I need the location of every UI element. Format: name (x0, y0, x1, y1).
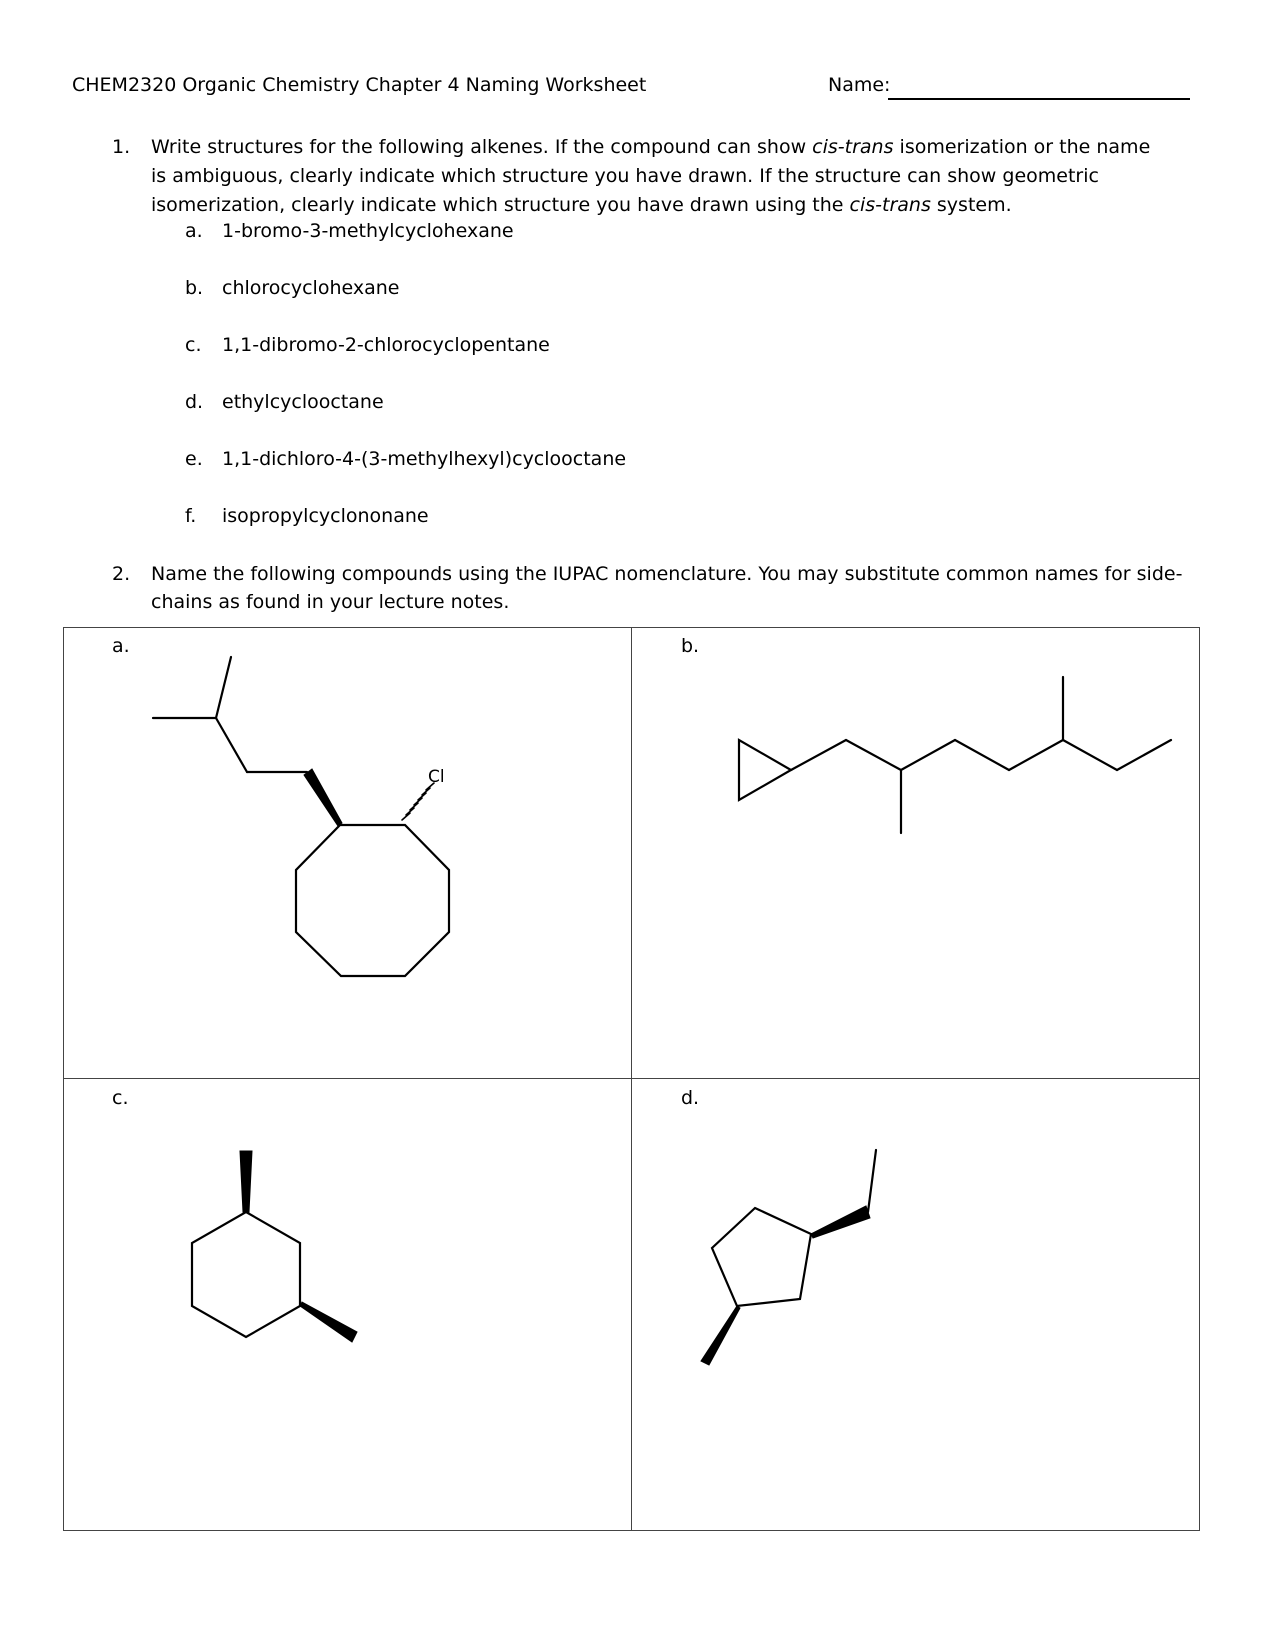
molecule-b (739, 677, 1171, 833)
item-letter: f. (185, 505, 197, 527)
item-letter: c. (185, 334, 202, 356)
item-text: 1-bromo-3-methylcyclohexane (222, 220, 514, 242)
item-letter: d. (185, 391, 204, 413)
name-label: Name: (828, 74, 891, 96)
cell-label-b: b. (681, 635, 700, 657)
item-text: isopropylcyclononane (222, 505, 429, 527)
molecule-a (153, 657, 449, 976)
question-1-number: 1. (112, 136, 131, 158)
molecule-d (701, 1150, 876, 1365)
cell-label-d: d. (681, 1087, 700, 1109)
cell-label-a: a. (112, 635, 130, 657)
q1-line-1: Write structures for the following alkenes. If the compound can show cis-trans isomerization or the name (151, 136, 1151, 158)
chlorine-atom-label: Cl (428, 767, 445, 787)
item-letter: b. (185, 277, 204, 299)
item-text: 1,1-dichloro-4-(3-methylhexyl)cyclooctane (222, 448, 627, 470)
question-2-line-1: Name the following compounds using the IUPAC nomenclature. You may substitute common names for side- (151, 563, 1183, 585)
cell-label-c: c. (112, 1087, 129, 1109)
item-text: chlorocyclohexane (222, 277, 400, 299)
question-2-number: 2. (112, 563, 131, 585)
item-text: ethylcyclooctane (222, 391, 384, 413)
question-2-line-2: chains as found in your lecture notes. (151, 591, 510, 613)
item-letter: e. (185, 448, 203, 470)
item-text: 1,1-dibromo-2-chlorocyclopentane (222, 334, 550, 356)
worksheet-title: CHEM2320 Organic Chemistry Chapter 4 Naming Worksheet (72, 74, 647, 96)
molecule-c (192, 1151, 357, 1342)
item-letter: a. (185, 220, 203, 242)
q1-line-2: is ambiguous, clearly indicate which structure you have drawn. If the structure can show geometric (151, 165, 1099, 187)
q1-line-3: isomerization, clearly indicate which structure you have drawn using the cis-trans system. (151, 194, 1012, 216)
